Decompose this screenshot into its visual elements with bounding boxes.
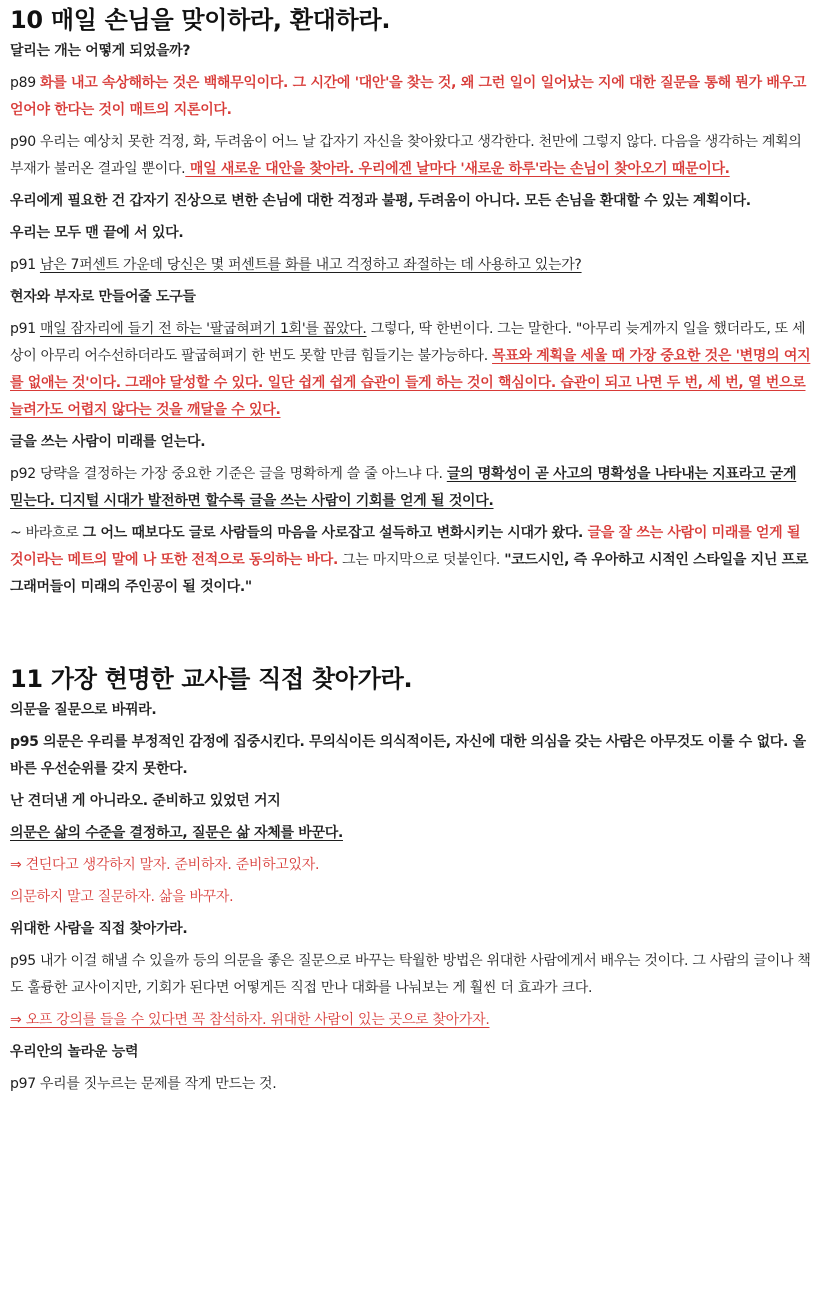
bold-statement-plan: 우리에게 필요한 건 갑자기 진상으로 변한 손님에 대한 걱정과 불평, 두려움이 아니다. 모든 손님을 환대할 수 있는 계획이다. bbox=[10, 193, 751, 209]
highlight-text: 매일 새로운 대안을 찾아라. 우리에겐 날마다 '새로운 하루'라는 손님이 찾아오기 때문이다. bbox=[185, 161, 730, 177]
body-text: 그렇다, 딱 한번이다. 그는 말한다. "아무리 늦게까지 일을 했더라도, 또 세상이 아무리 어수선하더라도 팔굽혀펴기 한 번도 못할 만큼 힘들기는 불가능하다. bbox=[10, 321, 806, 364]
note-attend: ⇒ 오프 강의를 들을 수 있다면 꼭 참석하자. 위대한 사람이 있는 곳으로 찾아가자. bbox=[10, 1012, 490, 1028]
highlight-text: 화를 내고 속상해하는 것은 백해무익이다. 그 시간에 '대안'을 찾는 것, 왜 그런 일이 일어났는 지에 대한 질문을 통해 뭔가 배우고 얻어야 한다는 것이 매트의 지론이다. bbox=[10, 75, 807, 118]
underlined-text: 매일 잠자리에 들기 전 하는 '팔굽혀펴기 1회'를 꼽았다. bbox=[39, 321, 367, 337]
paragraph-p89 bbox=[10, 70, 813, 124]
note-question: 의문하지 말고 질문하자. 삶을 바꾸자. bbox=[10, 889, 234, 905]
underlined-text: 남은 7퍼센트 가운데 당신은 몇 퍼센트를 화를 내고 걱정하고 좌절하는 데 사용하고 있는가? bbox=[39, 257, 582, 273]
paragraph-tail bbox=[10, 520, 813, 601]
note-prepare: ⇒ 견딘다고 생각하지 말자. 준비하자. 준비하고있자. bbox=[10, 857, 320, 873]
paragraph-p91-pushups bbox=[10, 316, 813, 424]
section-11-title: 11 가장 현명한 교사를 직접 찾아가라. bbox=[10, 665, 413, 693]
page-ref: p89 bbox=[10, 75, 40, 91]
page-ref: p91 bbox=[10, 257, 40, 273]
paragraph-p95-doubt: p95 의문은 우리를 부정적인 감정에 집중시킨다. 무의식이든 의식적이든, 자신에 대한 의심을 갖는 사람은 아무것도 이룰 수 없다. 올바른 우선순위를 갖지 못한다. bbox=[10, 734, 806, 777]
highlight-text: 목표와 계획을 세울 때 가장 중요한 것은 '변명의 여지를 없애는 것'이다. 그래야 달성할 수 있다. 일단 쉽게 쉽게 습관이 들게 하는 것이 핵심이다. 습관이 되고 나면 두 번, 세 번, 열 번으로 늘려가도 어렵지 않다는 것을 깨달을 수 있다. bbox=[10, 348, 811, 418]
paragraph-p90 bbox=[10, 129, 813, 183]
page-ref: p91 bbox=[10, 321, 40, 337]
heading-writers-future: 글을 쓰는 사람이 미래를 얻는다. bbox=[10, 434, 206, 450]
body-text: p90 우리는 예상치 못한 걱정, 화, 두려움이 어느 날 갑자기 자신을 찾아왔다고 생각한다. 천만에 그렇지 않다. 다음을 생각하는 계획의 부재가 불러온 결과일 뿐이다. bbox=[10, 134, 802, 177]
page-ref: p92 bbox=[10, 466, 40, 482]
body-text: 그는 마지막으로 덧붙인다. bbox=[337, 552, 505, 568]
heading-doubt-to-question: 의문을 질문으로 바꿔라. bbox=[10, 702, 157, 718]
paragraph-p92 bbox=[10, 461, 813, 515]
heading-running-dog: 달리는 개는 어떻게 되었을까? bbox=[10, 43, 191, 59]
highlight-text: 글을 잘 쓰는 사람이 미래를 얻게 될 것이라는 메트의 말에 나 또한 전적으로 동의하는 바다. bbox=[10, 525, 801, 568]
paragraph-p95-teacher: p95 내가 이걸 해낼 수 있을까 등의 의문을 좋은 질문으로 바꾸는 탁월한 방법은 위대한 사람에게서 배우는 것이다. 그 사람의 글이나 책도 훌륭한 교사이지만, 기회가 된다면 어떻게든 직접 만나 대화를 나눠보는 게 훨씬 더 효과가 크다. bbox=[10, 953, 811, 996]
bold-quote: "코드시인, 즉 우아하고 시적인 스타일을 지닌 프로그래머들이 미래의 주인공이 될 것이다." bbox=[10, 552, 809, 595]
heading-inner-ability: 우리안의 놀라운 능력 bbox=[10, 1044, 139, 1060]
paragraph-p91-percent bbox=[10, 252, 813, 279]
bold-text: 그 어느 때보다도 글로 사람들의 마음을 사로잡고 설득하고 변화시키는 시대가 왔다. bbox=[82, 525, 584, 541]
heading-visit-great-people: 위대한 사람을 직접 찾아가라. bbox=[10, 921, 188, 937]
bold-statement-end-of-line: 우리는 모두 맨 끝에 서 있다. bbox=[10, 225, 184, 241]
bold-statement-preparing: 난 견더낸 게 아니라오. 준비하고 있었던 거지 bbox=[10, 793, 281, 809]
body-text: 당략을 결정하는 가장 중요한 기준은 글을 명확하게 쓸 줄 아느냐 다. bbox=[39, 466, 447, 482]
bold-underlined-text: 글의 명확성이 곧 사고의 명확성을 나타내는 지표라고 굳게 믿는다. 디지털 시대가 발전하면 할수록 글을 쓰는 사람이 기회를 얻게 될 것이다. bbox=[10, 466, 797, 509]
bold-statement-life: 의문은 삶의 수준을 결정하고, 질문은 삶 자체를 바꾼다. bbox=[10, 825, 343, 841]
section-10-title: 10 매일 손님을 맞이하라, 환대하라. bbox=[10, 6, 391, 34]
paragraph-p97: p97 우리를 짓누르는 문제를 작게 만드는 것. bbox=[10, 1076, 277, 1092]
body-text: ~ 바라흐로 bbox=[10, 525, 83, 541]
heading-tools: 현자와 부자로 만들어줄 도구들 bbox=[10, 289, 196, 305]
